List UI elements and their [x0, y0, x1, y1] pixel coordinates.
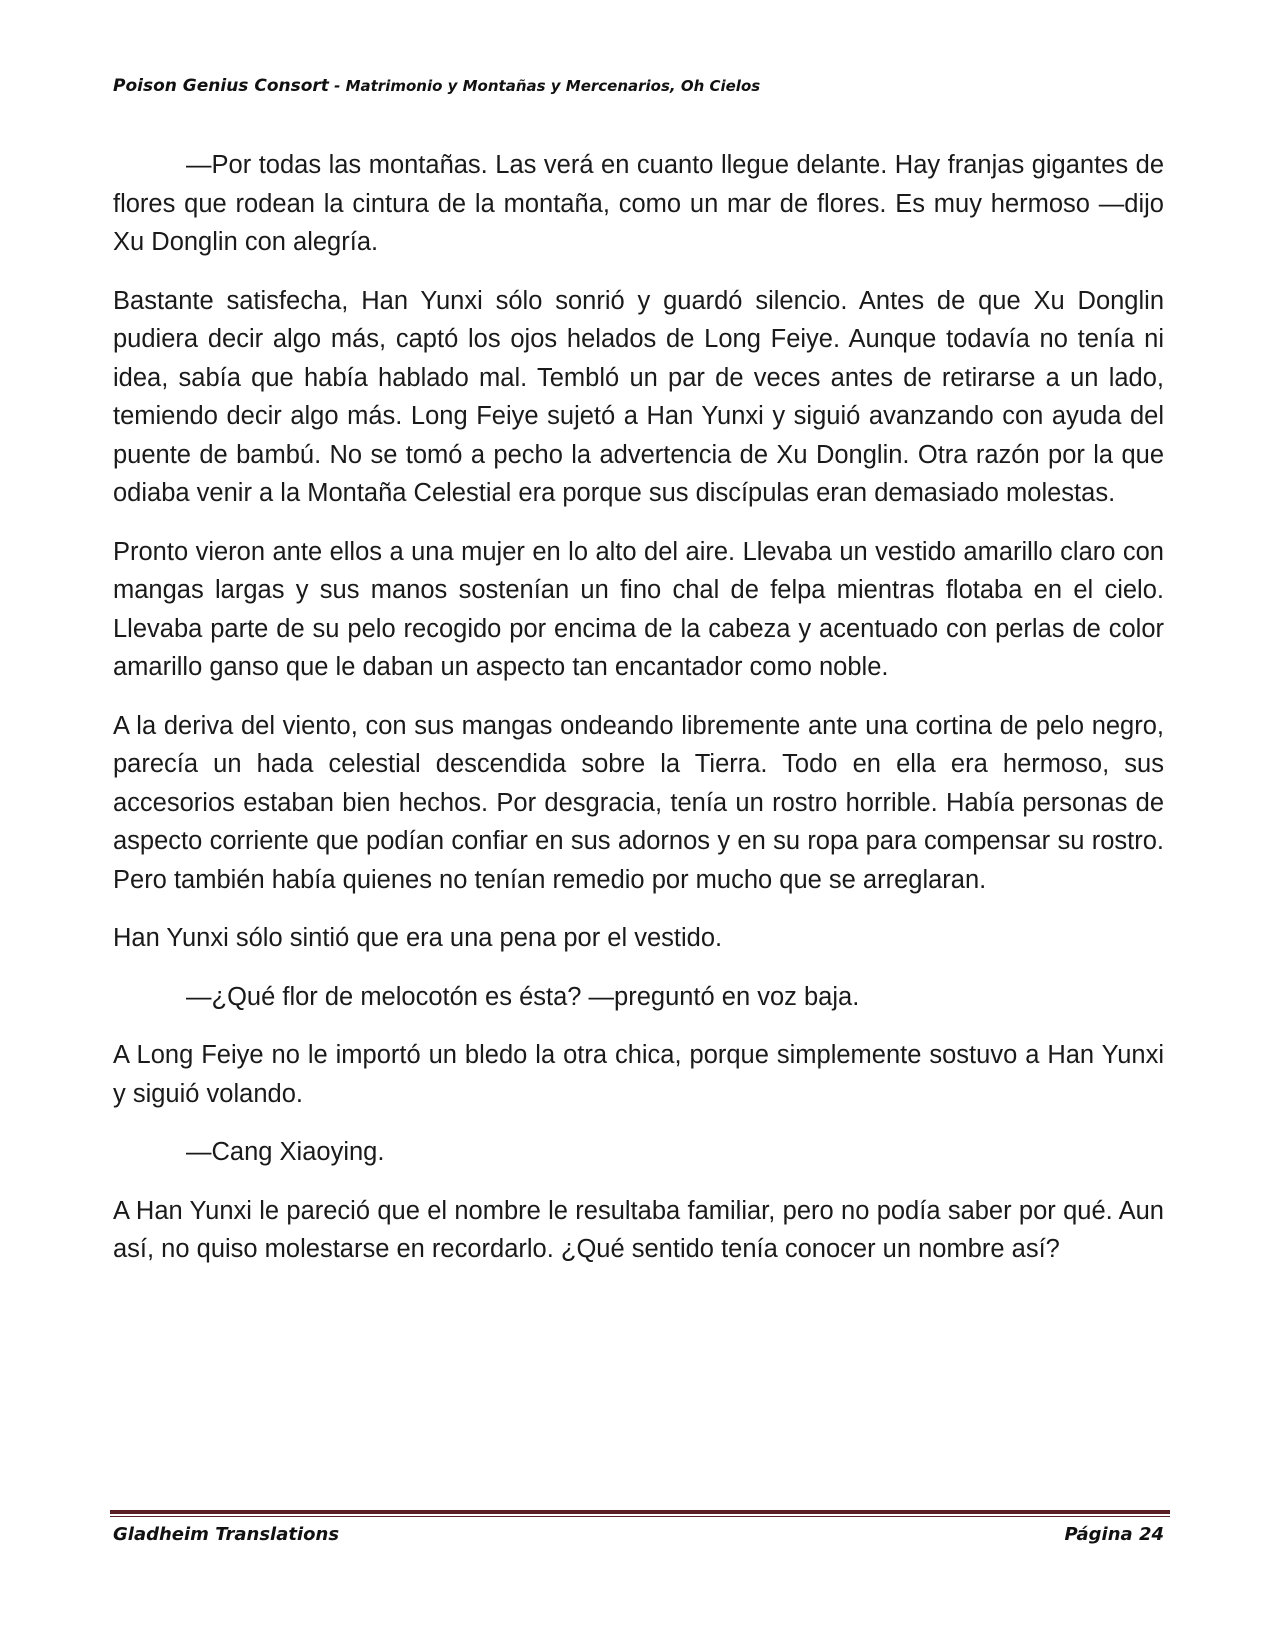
- paragraph: —Por todas las montañas. Las verá en cuanto llegue delante. Hay franjas gigantes de flores que rodean la cintura de la montaña, como un mar de flores. Es muy hermoso —dijo Xu Donglin con alegría.: [113, 151, 1164, 256]
- page-body: [113, 146, 1164, 1289]
- header-separator: -: [328, 77, 346, 95]
- page-number: Página 24: [1064, 1524, 1164, 1545]
- paragraph: A la deriva del viento, con sus mangas ondeando libremente ante una cortina de pelo negro, parecía un hada celestial descendida sobre la Tierra. Todo en ella era hermoso, sus accesorios estaban bien hechos. Por desgracia, tenía un rostro horrible. Había personas de aspecto corriente que podían confiar en sus adornos y en su ropa para compensar su rostro. Pero también había quienes no tenían remedio por mucho que se arreglaran.: [113, 711, 1164, 894]
- paragraph: Bastante satisfecha, Han Yunxi sólo sonrió y guardó silencio. Antes de que Xu Donglin pudiera decir algo más, captó los ojos helados de Long Feiye. Aunque todavía no tenía ni idea, sabía que había hablado mal. Tembló un par de veces antes de retirarse a un lado, temiendo decir algo más. Long Feiye sujetó a Han Yunxi y siguió avanzando con ayuda del puente de bambú. No se tomó a pecho la advertencia de Xu Donglin. Otra razón por la que odiaba venir a la Montaña Celestial era porque sus discípulas eran demasiado molestas.: [113, 286, 1164, 507]
- footer-publisher: Gladheim Translations: [113, 1524, 340, 1545]
- footer-rule: [110, 1510, 1170, 1514]
- chapter-title: Matrimonio y Montañas y Mercenarios, Oh Cielos: [345, 77, 761, 95]
- paragraph: Pronto vieron ante ellos a una mujer en lo alto del aire. Llevaba un vestido amarillo claro con mangas largas y sus manos sostenían un fino chal de felpa mientras flotaba en el cielo. Llevaba parte de su pelo recogido por encima de la cabeza y acentuado con perlas de color amarillo ganso que le daban un aspecto tan encantador como noble.: [113, 537, 1164, 681]
- page-header: [113, 76, 760, 96]
- footer-rule-thin: [110, 1516, 1170, 1517]
- paragraph: Han Yunxi sólo sintió que era una pena por el vestido.: [113, 924, 723, 952]
- paragraph: —¿Qué flor de melocotón es ésta? —preguntó en voz baja.: [186, 982, 860, 1011]
- paragraph: A Long Feiye no le importó un bledo la otra chica, porque simplemente sostuvo a Han Yunxi y siguió volando.: [113, 1041, 1164, 1108]
- paragraph: A Han Yunxi le pareció que el nombre le resultaba familiar, pero no podía saber por qué. Aun así, no quiso molestarse en recordarlo. ¿Qué sentido tenía conocer un nombre así?: [113, 1196, 1164, 1263]
- paragraph: —Cang Xiaoying.: [186, 1138, 385, 1166]
- book-title: Poison Genius Consort: [113, 76, 329, 96]
